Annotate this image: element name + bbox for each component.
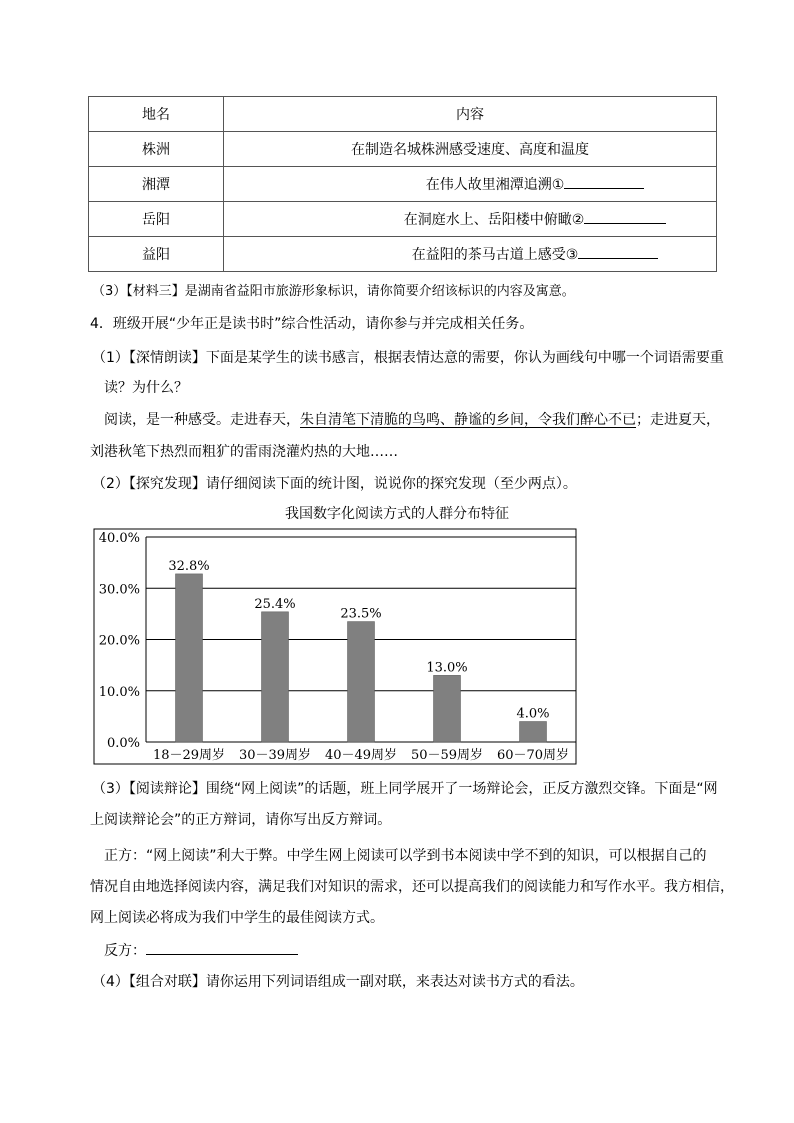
y-tick-label: 40.0% xyxy=(98,531,140,546)
passage-text: 阅读，是一种感受。走进春天， xyxy=(104,412,300,428)
row-content-cell xyxy=(224,202,717,237)
question-4-intro: 4．班级开展“少年正是读书时”综合性活动，请你参与并完成相关任务。 xyxy=(90,316,534,332)
row-content: 在伟人故里湘潭追溯① xyxy=(425,177,565,193)
x-tick-label: 50－59周岁 xyxy=(410,748,484,763)
chart-frame xyxy=(94,529,576,764)
bar-chart xyxy=(90,528,590,768)
row-name: 岳阳 xyxy=(89,202,224,237)
pro-argument-line1: 正方：“网上阅读”利大于弊。中学生网上阅读可以学到书本阅读中学不到的知识，可以根据自己的 xyxy=(104,848,707,864)
row-content: 在制造名城株洲感受速度、高度和温度 xyxy=(224,132,717,167)
subquestion-3-line1: （3）【阅读辩论】围绕“网上阅读”的话题，班上同学展开了一场辩论会，正反方激烈交锋。下面是“网 xyxy=(92,781,718,797)
underlined-sentence: 朱自清笔下清脆的鸟鸣、静谧的乡间，令我们醉心不已 xyxy=(300,412,636,428)
bar-value-label: 13.0% xyxy=(426,660,468,676)
bar-value-label: 4.0% xyxy=(516,706,550,722)
subquestion-4: （4）【组合对联】请你运用下列词语组成一副对联，来表达对读书方式的看法。 xyxy=(92,974,584,990)
x-tick-label: 18－29周岁 xyxy=(152,748,226,763)
subquestion-3-line2: 上阅读辩论会”的正方辩词，请你写出反方辩词。 xyxy=(90,812,392,828)
y-tick-label: 30.0% xyxy=(98,582,140,598)
bar xyxy=(520,722,547,743)
passage-text: ；走进夏天， xyxy=(636,412,720,428)
y-tick-label: 0.0% xyxy=(106,736,140,751)
table-row xyxy=(89,167,717,202)
pro-argument-line3: 网上阅读必将成为我们中学生的最佳阅读方式。 xyxy=(90,910,384,926)
row-content-cell xyxy=(224,167,717,202)
x-tick-label: 30－39周岁 xyxy=(238,748,312,763)
bar xyxy=(348,622,375,742)
header-content: 内容 xyxy=(224,97,717,132)
con-answer-blank[interactable] xyxy=(146,940,298,955)
row-name: 湘潭 xyxy=(89,167,224,202)
bar-value-label: 25.4% xyxy=(254,596,296,612)
y-tick-label: 10.0% xyxy=(98,684,140,700)
table-header-row xyxy=(89,97,717,132)
answer-blank[interactable] xyxy=(584,209,666,224)
x-tick-label: 60－70周岁 xyxy=(496,748,570,763)
con-label: 反方： xyxy=(104,943,146,959)
reading-passage-line1 xyxy=(104,410,720,430)
row-content: 在洞庭水上、岳阳楼中俯瞰② xyxy=(403,212,585,228)
con-argument xyxy=(104,940,298,961)
table-row xyxy=(89,237,717,272)
bar xyxy=(176,574,203,742)
y-tick-label: 20.0% xyxy=(98,633,140,649)
row-content: 在益阳的茶马古道上感受③ xyxy=(411,247,579,263)
pro-argument-line2: 情况自由地选择阅读内容，满足我们对知识的需求，还可以提高我们的阅读能力和写作水平。我方相信， xyxy=(90,879,734,895)
subquestion-1-line2: 读？为什么？ xyxy=(104,380,188,396)
row-content-cell xyxy=(224,237,717,272)
bar xyxy=(262,612,289,742)
answer-blank[interactable] xyxy=(564,174,644,189)
answer-blank[interactable] xyxy=(578,244,658,259)
place-table xyxy=(88,96,717,272)
table-row xyxy=(89,132,717,167)
bar-value-label: 23.5% xyxy=(340,606,382,622)
x-tick-label: 40－49周岁 xyxy=(324,748,398,763)
reading-passage-line2: 刘港秋笔下热烈而粗犷的雷雨浇灌灼热的大地…… xyxy=(90,444,398,460)
subquestion-1-line1: （1）【深情朗读】下面是某学生的读书感言，根据表情达意的需要，你认为画线句中哪一个词语需要重 xyxy=(92,350,724,366)
chart-title: 我国数字化阅读方式的人群分布特征 xyxy=(285,506,509,522)
bar-value-label: 32.8% xyxy=(168,558,210,574)
table-row xyxy=(89,202,717,237)
material-three-question: （3）【材料三】是湖南省益阳市旅游形象标识，请你简要介绍该标识的内容及寓意。 xyxy=(92,284,575,299)
header-name: 地名 xyxy=(89,97,224,132)
row-name: 益阳 xyxy=(89,237,224,272)
bar xyxy=(434,675,461,742)
row-name: 株洲 xyxy=(89,132,224,167)
subquestion-2: （2）【探究发现】请仔细阅读下面的统计图，说说你的探究发现（至少两点）。 xyxy=(92,476,577,492)
